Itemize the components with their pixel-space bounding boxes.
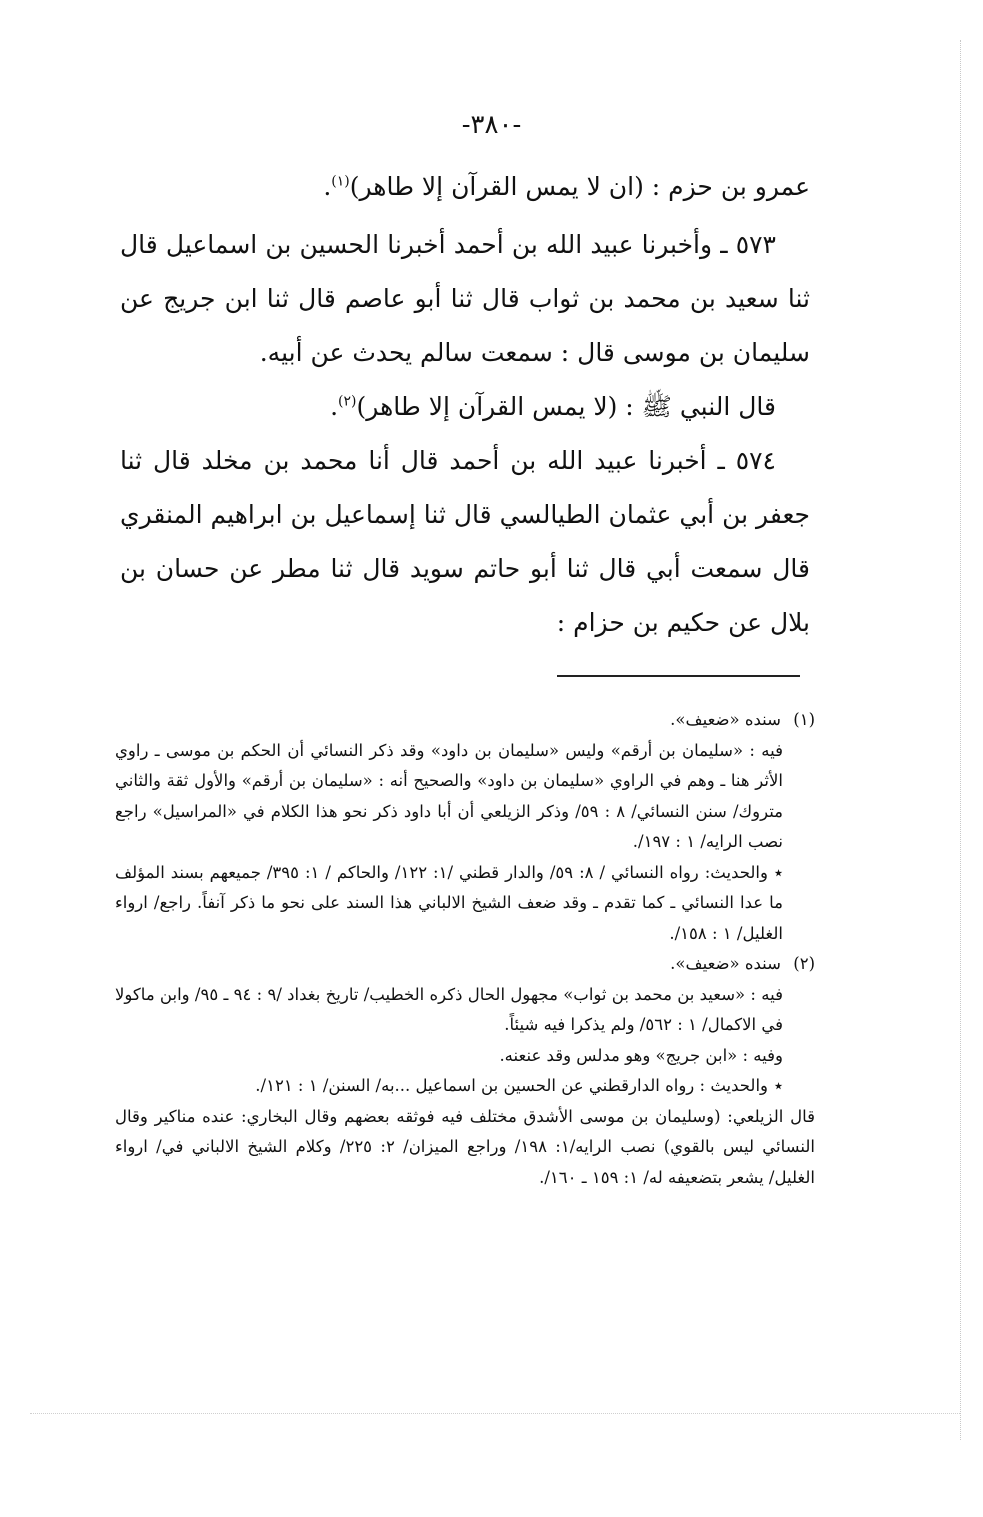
footnote-1-heading — [115, 705, 815, 736]
hadith-574: ٥٧٤ ـ أخبرنا عبيد الله بن أحمد قال أنا محمد بن مخلد قال ثنا جعفر بن أبي عثمان الطيالسي قال ثنا إسماعيل بن ابراهيم المنقري قال سمعت أبي قال ثنا أبو حاتم سويد قال ثنا مطر عن حسان بن بلال عن حكيم بن حزام : — [120, 446, 810, 637]
scan-edge-bottom — [30, 1413, 960, 1414]
footnote-2-para-1: فيه : «سعيد بن محمد بن ثواب» مجهول الحال ذكره الخطيب/ تاريخ بغداد /٩ : ٩٤ ـ ٩٥/ وابن ماكولا في الاكمال/ ١ : ٥٦٢/ ولم يذكرا فيه شيئاً. — [115, 984, 783, 1034]
footnote-2-number: (٢) — [793, 954, 815, 973]
main-text — [120, 160, 810, 650]
footnote-1-para-2 — [115, 858, 815, 950]
paragraph-3 — [120, 380, 810, 434]
paragraph-1-end: . — [323, 172, 332, 201]
footnote-2-heading — [115, 949, 815, 980]
footnote-2-para-2: وفيه : «ابن جريج» وهو مدلس وقد عنعنه. — [499, 1045, 783, 1065]
footnote-ref-1[interactable]: (١) — [331, 173, 350, 190]
footnote-separator — [557, 675, 800, 677]
paragraph-1-text: عمرو بن حزم : (ان لا يمس القرآن إلا طاهر) — [349, 172, 810, 201]
page-number: -٣٨٠- — [461, 110, 522, 140]
paragraph-3-text: قال النبي ﷺ : (لا يمس القرآن إلا طاهر) — [356, 392, 776, 421]
footnote-1-para-2-text: والحديث: رواه النسائي / ٨: ٥٩/ والدار قطني /١: ١٢٢/ والحاكم / ١: ٣٩٥/ جميعهم بسند المؤلف ما عدا النسائي ـ كما تقدم ـ وقد ضعف الشيخ الالباني هذا السند على نحو ما ذكر آنفاً. راجع/ ارواء الغليل/ ١ : ١٥٨/. — [115, 862, 783, 943]
paragraph-3-end: . — [330, 392, 339, 421]
scan-edge-right — [960, 40, 961, 1440]
footnote-1-title: سنده «ضعيف». — [670, 710, 781, 729]
footnote-2-title: سنده «ضعيف». — [670, 954, 781, 973]
footnote-ref-2[interactable]: (٢) — [338, 393, 357, 410]
paragraph-1 — [120, 160, 810, 214]
footnote-2-para-3 — [115, 1071, 815, 1102]
hadith-573: ٥٧٣ ـ وأخبرنا عبيد الله بن أحمد أخبرنا الحسين بن اسماعيل قال ثنا سعيد بن محمد بن ثواب قال ثنا أبو عاصم قال ثنا ابن جريج عن سليمان بن موسى قال : سمعت سالم يحدث عن أبيه. — [120, 230, 810, 367]
footnotes — [115, 705, 815, 1193]
bullet-icon: ٭ — [774, 1076, 783, 1095]
footnote-1-para-1: فيه : «سليمان بن أرقم» وليس «سليمان بن داود» وقد ذكر النسائي أن الحكم بن موسى ـ راوي الأثر هنا ـ وهم في الراوي «سليمان بن داود» والصحيح أنه : «سليمان بن أرقم» والأول ثقة والثاني متروك/ سنن النسائي/ ٨ : ٥٩/ وذكر الزيلعي أن أبا داود ذكر نحو هذا الكلام في «المراسيل» راجع نصب الرايه/ ١ : ١٩٧/. — [115, 740, 784, 851]
bullet-icon: ٭ — [773, 862, 783, 882]
footnote-1-number: (١) — [793, 710, 815, 729]
footnote-2-para-4: قال الزيلعي: (وسليمان بن موسى الأشدق مختلف فيه فوثقه بعضهم وقال البخاري: عنده مناكير وقال النسائي ليس بالقوي) نصب الرايه/١: ١٩٨/ وراجع الميزان/ ٢: ٢٢٥/ وكلام الشيخ الالباني في/ ارواء الغليل/ يشعر بتضعيفه له/ ١: ١٥٩ ـ ١٦٠/. — [115, 1106, 815, 1187]
footnote-2-para-3-text: والحديث : رواه الدارقطني عن الحسين بن اسماعيل ...به/ السنن/ ١ : ١٢١/. — [255, 1076, 768, 1095]
